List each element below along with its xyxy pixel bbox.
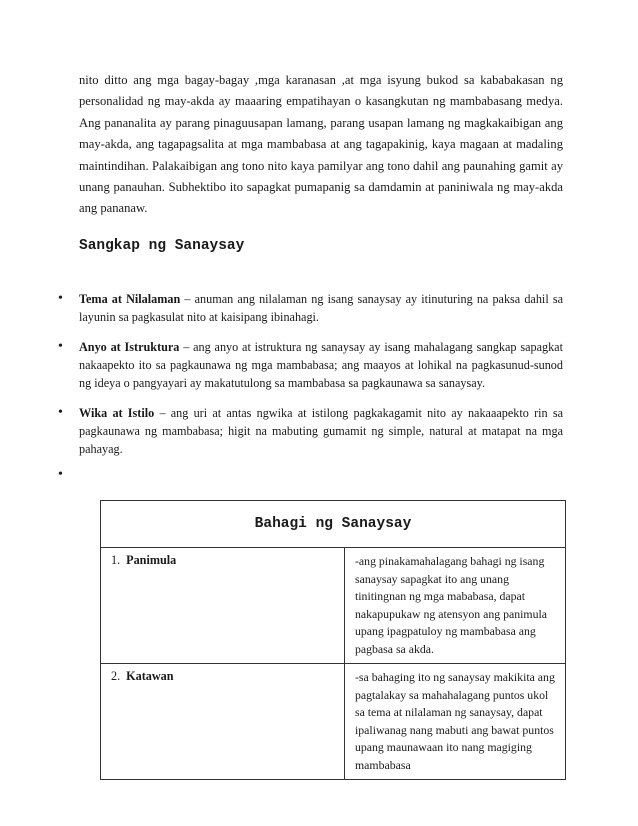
list-item-text (79, 338, 563, 392)
part-name-cell (101, 548, 345, 664)
table-title: Bahagi ng Sanaysay (101, 501, 566, 548)
intro-paragraph: nito ditto ang mga bagay-bagay ,mga karanasan ,at mga isyung bukod sa kababakasan ng personalidad ng may-akda ay maaaring empatihayan o kasangkutan ng mambabasang medya. Ang pananalita ay parang pinaguusapan lamang, parang usapan lamang ng magkakaibigan ang may-akda, ang tagapagsalita at mga mambabasa at ang tagapakinig, kaya magaan at madaling maintindihan. Palakaibigan ang tono nito kaya pamilyar ang tono dahil ang paunahing gamit ay unang panauhan. Subhektibo ito sapagkat pumapanig sa damdamin at paniniwala ng may-akda ang pananaw. (79, 73, 563, 216)
part-number: 2. (111, 669, 121, 683)
bullet-icon: • (58, 405, 63, 420)
elements-list (0, 290, 638, 470)
part-name-cell (101, 664, 345, 780)
element-definition: – ang uri at antas ngwika at istilong pagkakagamit nito ay nakaaapekto rin sa pagkaunawa ng mambabasa; higit na mabuting gumamit ng simple, natural at matapat na mga pahayag. (79, 406, 563, 456)
element-term: Wika at Istilo (79, 406, 155, 420)
list-item (0, 338, 638, 392)
bullet-icon: • (58, 339, 63, 354)
list-item (0, 290, 638, 326)
element-definition: – anuman ang nilalaman ng isang sanaysay ay itinuturing na paksa dahil sa layunin sa pagkasulat nito at kaisipang ibinahagi. (79, 292, 563, 324)
part-name: Katawan (126, 669, 174, 683)
element-definition: – ang anyo at istruktura ng sanaysay ay isang mahalagang sangkap sapagkat nakaapekto ito sa pagkaunawa ng mga mambabasa; ang maayos at lohikal na pagkasunud-sunod ng ideya o pangyayari ay makatutulong sa mambabasa sa pagkaunawa sa sanaysay. (79, 340, 563, 390)
element-term: Anyo at Istruktura (79, 340, 180, 354)
empty-bullet-icon: • (58, 467, 63, 482)
part-description: -ang pinakamahalagang bahagi ng isang sanaysay sapagkat ito ang unang tinitingnan ng mga mababasa, dapat nakapupukaw ng atensyon ang panimula upang ipagpatuloy ng mambabasa ang pagbasa sa akda. (345, 548, 566, 664)
list-item-text (79, 404, 563, 458)
bullet-icon: • (58, 291, 63, 306)
parts-table (100, 500, 566, 780)
part-description: -sa bahaging ito ng sanaysay makikita ang pagtalakay sa mahahalagang puntos ukol sa tema at nilalaman ng sanaysay, dapat ipaliwanag nang mabuti ang bawat puntos upang maunawaan ito nang magiging mambabasa (345, 664, 566, 780)
element-term: Tema at Nilalaman (79, 292, 181, 306)
part-name: Panimula (126, 553, 177, 567)
list-item (0, 404, 638, 458)
table-row (101, 664, 566, 780)
part-number: 1. (111, 553, 121, 567)
section-heading: Sangkap ng Sanaysay (79, 238, 245, 254)
table-row (101, 548, 566, 664)
list-item-text (79, 290, 563, 326)
table-header-row (101, 501, 566, 548)
